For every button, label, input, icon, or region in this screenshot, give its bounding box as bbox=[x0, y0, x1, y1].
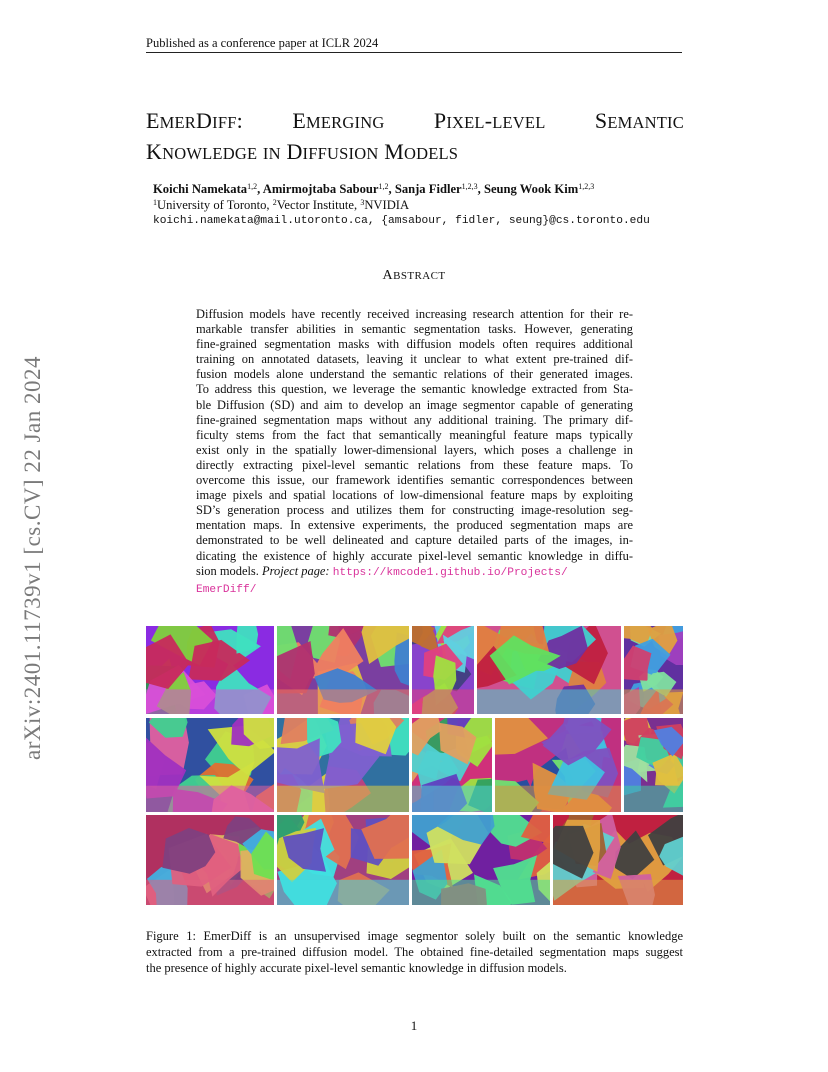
abstract-line: sion models. Project page: https://kmcode1.github.io/Projects/ bbox=[196, 563, 568, 579]
abstract-line: ble Diffusion (SD) and aim to develop an image segmentor capable of generating bbox=[196, 397, 633, 412]
abstract-line: fine-grained segmentation maps without any additional training. The primary dif- bbox=[196, 412, 633, 427]
title-word: PIXEL-LEVEL bbox=[433, 108, 546, 133]
segmentation-map-image bbox=[624, 718, 683, 812]
title-line-1 bbox=[146, 106, 684, 137]
segmentation-map-image bbox=[412, 815, 550, 905]
segmentation-map-image bbox=[277, 815, 409, 905]
figure-1-grid bbox=[146, 626, 683, 905]
abstract-line: dicating the existence of highly accurate pixel-level semantic knowledge in diffu- bbox=[196, 548, 633, 563]
segmentation-map-image bbox=[146, 626, 274, 714]
affiliations bbox=[153, 197, 650, 213]
abstract-line: fusion models alone understand the semantic relations of their generated images. bbox=[196, 367, 633, 382]
abstract-line: training on annotated datasets, leaving it unclear to what extent pre-trained dif- bbox=[196, 352, 633, 367]
segmentation-map-image bbox=[553, 815, 683, 905]
paper-title bbox=[146, 106, 684, 168]
caption-line: Figure 1: EmerDiff is an unsupervised image segmentor solely built on the semantic knowledge bbox=[146, 929, 683, 943]
author-affil-sup: 1,2,3 bbox=[578, 182, 595, 191]
abstract-line: demonstrated to be well delineated and capture detailed parts of the images, in- bbox=[196, 533, 633, 548]
abstract-line: mentation maps. In extensive experiments, the produced segmentation maps are bbox=[196, 518, 633, 533]
author-name: Koichi Namekata bbox=[153, 182, 248, 196]
abstract-line: fine-grained segmentation masks with diffusion models often requires additional bbox=[196, 337, 633, 352]
abstract-body bbox=[196, 307, 633, 598]
segmentation-map-image bbox=[146, 718, 274, 812]
affil-sup: 1 bbox=[153, 198, 157, 207]
title-word: EMERDIFF: bbox=[146, 108, 243, 133]
segmentation-map-image bbox=[412, 718, 492, 812]
project-page-label: Project page: bbox=[262, 563, 330, 578]
segmentation-map-image bbox=[624, 626, 683, 714]
segmentation-map-image bbox=[477, 626, 621, 714]
affil-sup: 3 bbox=[360, 198, 365, 207]
caption-line: extracted from a pre-trained diffusion model. The obtained fine-detailed segmentation maps suggest bbox=[146, 945, 683, 959]
project-link-cont[interactable]: EmerDiff/ bbox=[196, 583, 257, 596]
conference-header: Published as a conference paper at ICLR 2024 bbox=[146, 36, 379, 50]
abstract-line: exist only in the spatially lower-dimensional layers, which poses a challenge in bbox=[196, 442, 633, 457]
author-emails: koichi.namekata@mail.utoronto.ca, {amsabour, fidler, seung}@cs.toronto.edu bbox=[153, 215, 650, 227]
author-block bbox=[153, 181, 650, 229]
author-affil-sup: 1,2 bbox=[378, 182, 389, 191]
affiliation: Vector Institute, bbox=[276, 198, 361, 212]
author-name: Sanja Fidler bbox=[394, 182, 462, 196]
caption-line: the presence of highly accurate pixel-level semantic knowledge in diffusion models. bbox=[146, 961, 567, 975]
page-number: 1 bbox=[410, 1018, 418, 1033]
affil-sup: 2 bbox=[272, 198, 277, 207]
abstract-line: markable transfer abilities in semantic segmentation tasks. However, generating bbox=[196, 322, 633, 337]
author-affil-sup: 1,2 bbox=[247, 182, 258, 191]
segmentation-map-image bbox=[277, 718, 409, 812]
arxiv-stamp: arXiv:2401.11739v1 [cs.CV] 22 Jan 2024 bbox=[20, 356, 45, 760]
abstract-line: SD’s generation process and utilizes them for constructing image-resolution seg- bbox=[196, 503, 633, 518]
abstract-line: Diffusion models have recently received increasing research attention for their re- bbox=[196, 307, 633, 321]
segmentation-map-image bbox=[412, 626, 474, 714]
project-link[interactable]: https://kmcode1.github.io/Projects/ bbox=[332, 566, 568, 579]
author-name: Amirmojtaba Sabour bbox=[262, 182, 379, 196]
title-word: SEMANTIC bbox=[594, 108, 684, 133]
author-names: Koichi Namekata$^{1,2}$, Amirmojtaba Sabour$^{1,2}$, Sanja Fidler$^{1,2,3}$, Seung Wook Kim$^{1,2,3}$ bbox=[153, 182, 595, 196]
segmentation-map-image bbox=[146, 815, 274, 905]
affiliation: NVIDIA bbox=[364, 198, 410, 212]
header-rule bbox=[146, 52, 682, 53]
abstract-line: image pixels and spatial locations of low-dimensional feature maps by exploiting bbox=[196, 488, 633, 503]
title-line-2: KNOWLEDGE IN DIFFUSION MODELS bbox=[146, 139, 459, 164]
abstract-line: ficulty stems from the fact that semantically meaningful feature maps typically bbox=[196, 427, 633, 442]
abstract-line bbox=[196, 581, 633, 598]
segmentation-map-image bbox=[277, 626, 409, 714]
abstract-line: directly extracting pixel-level semantic relations from these feature maps. To bbox=[196, 457, 633, 472]
author-name: Seung Wook Kim bbox=[483, 182, 579, 196]
title-word: EMERGING bbox=[292, 108, 385, 133]
abstract-line: To address this question, we leverage the semantic knowledge extracted from Sta- bbox=[196, 382, 633, 397]
abstract-line: overcome this issue, our framework identifies semantic correspondences between bbox=[196, 473, 633, 488]
abstract-heading: ABSTRACT bbox=[382, 268, 446, 283]
author-affil-sup: 1,2,3 bbox=[461, 182, 478, 191]
affiliation: University of Toronto, bbox=[157, 198, 273, 212]
figure-caption bbox=[146, 928, 683, 976]
segmentation-map-image bbox=[495, 718, 621, 812]
